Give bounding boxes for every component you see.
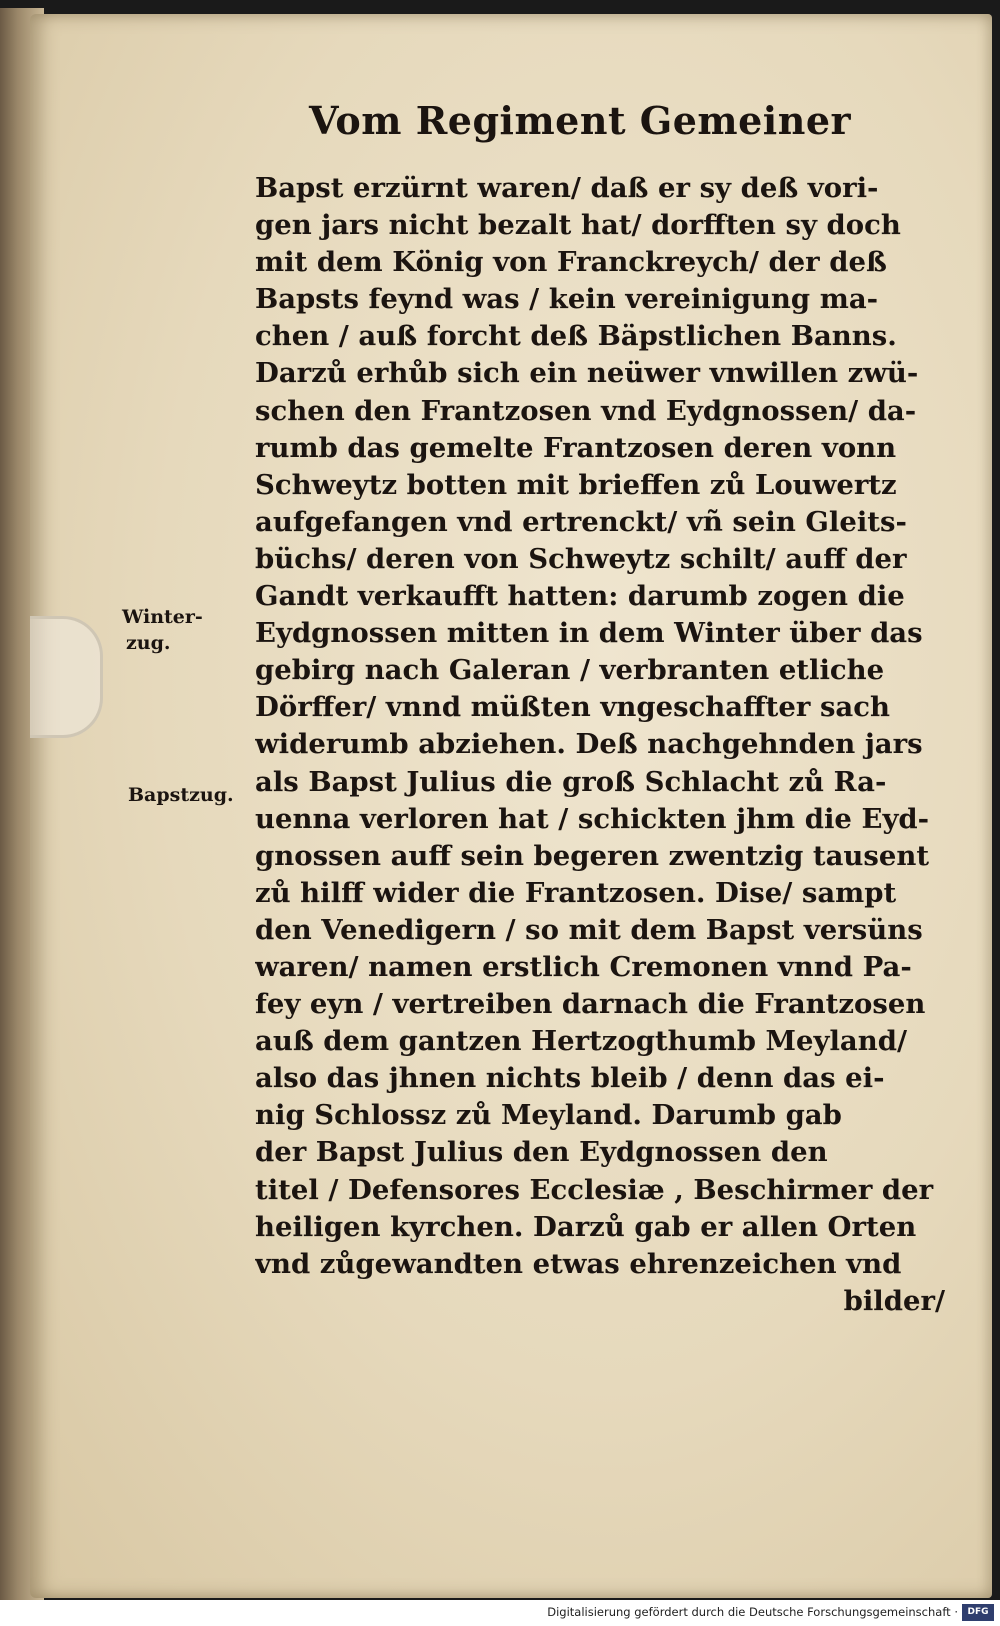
text-line: aufgefangen vnd ertrenckt/ vñ sein Gleits- — [255, 505, 907, 538]
text-line: waren/ namen erstlich Cremonen vnnd Pa- — [255, 950, 912, 983]
text-line: rumb das gemelte Frantzosen deren vonn — [255, 431, 897, 464]
text-line: zů hilff wider die Frantzosen. Dise/ sampt — [255, 876, 897, 909]
text-line: chen / auß forcht deß Bäpstlichen Banns. — [255, 320, 897, 353]
text-line: als Bapst Julius die groß Schlacht zů Ra- — [255, 765, 887, 798]
footer-bar — [0, 1600, 1000, 1626]
text-line: widerumb abziehen. Deß nachgehnden jars — [255, 728, 923, 761]
marginal-note-bapstzug: Bapstzug. — [128, 784, 234, 806]
text-line: uenna verloren hat / schickten jhm die Eyd- — [255, 802, 930, 835]
text-line: auß dem gantzen Hertzogthumb Meyland/ — [255, 1025, 907, 1058]
body-text — [255, 170, 945, 1320]
text-line: mit dem König von Franckreych/ der deß — [255, 246, 887, 279]
text-line: vnd zůgewandten etwas ehrenzeichen vnd — [255, 1247, 902, 1280]
text-line: Dörffer/ vnnd müßten vngeschaffter sach — [255, 691, 890, 724]
text-line: Eydgnossen mitten in dem Winter über das — [255, 617, 923, 650]
running-head: Vom Regiment Gemeiner — [308, 98, 852, 143]
text-line: titel / Defensores Ecclesiæ , Beschirmer der — [255, 1173, 934, 1206]
text-line: heiligen kyrchen. Darzů gab er allen Orten — [255, 1210, 917, 1243]
footer-credit: Digitalisierung gefördert durch die Deutsche Forschungsgemeinschaft · — [547, 1605, 958, 1619]
text-line: gebirg nach Galeran / verbranten etliche — [255, 654, 885, 687]
text-line: nig Schlossz zů Meyland. Darumb gab — [255, 1099, 842, 1132]
text-line: der Bapst Julius den Eydgnossen den — [255, 1136, 828, 1169]
marginal-note-winterzug-line2: zug. — [126, 632, 171, 654]
text-line: fey eyn / vertreiben darnach die Frantzosen — [255, 988, 926, 1021]
marginal-note-winterzug-line1: Winter- — [122, 606, 203, 628]
text-line: Schweytz botten mit brieffen zů Louwertz — [255, 468, 897, 501]
text-line: Bapsts feynd was / kein vereinigung ma- — [255, 283, 879, 316]
text-line: büchs/ deren von Schweytz schilt/ auff der — [255, 542, 907, 575]
text-line: gen jars nicht bezalt hat/ dorfften sy doch — [255, 209, 901, 242]
text-line: schen den Frantzosen vnd Eydgnossen/ da- — [255, 394, 917, 427]
text-line: Darzů erhůb sich ein neüwer vnwillen zwü- — [255, 357, 919, 390]
catchword: bilder/ — [843, 1284, 945, 1317]
text-line: Gandt verkaufft hatten: darumb zogen die — [255, 580, 905, 613]
page-clip — [30, 616, 103, 738]
text-line: Bapst erzürnt waren/ daß er sy deß vori- — [255, 172, 879, 204]
text-line: gnossen auff sein begeren zwentzig tausent — [255, 839, 930, 872]
text-line: also das jhnen nichts bleib / denn das ei- — [255, 1062, 885, 1095]
text-line: den Venedigern / so mit dem Bapst versüns — [255, 913, 923, 946]
dfg-logo: DFG — [962, 1604, 994, 1621]
